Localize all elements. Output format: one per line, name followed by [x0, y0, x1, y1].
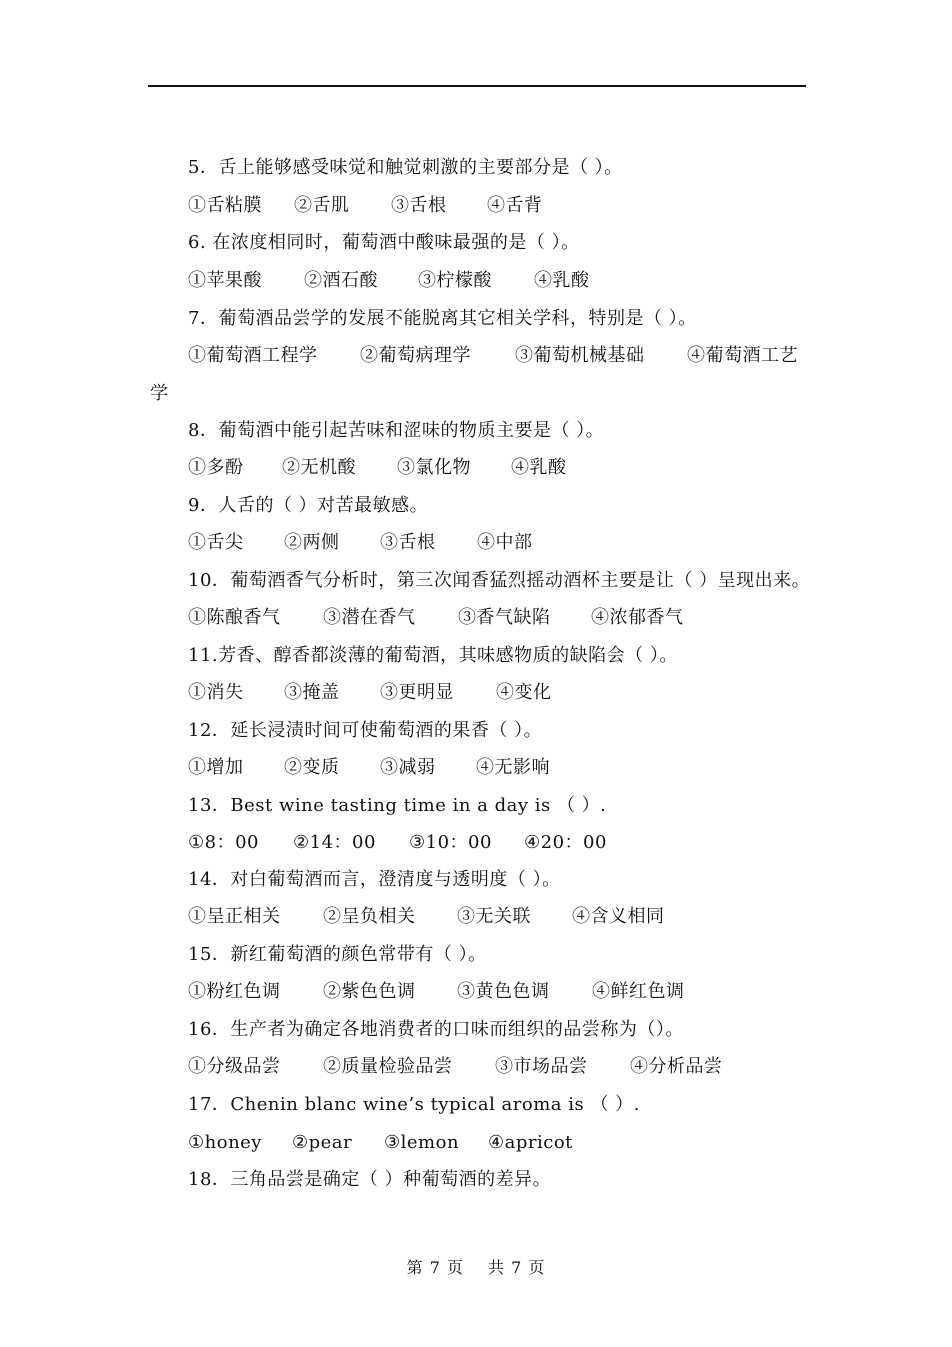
option: ③葡萄机械基础 — [515, 345, 645, 366]
option: ③lemon — [384, 1132, 460, 1153]
option: ④浓郁香气 — [591, 607, 684, 628]
question-8-stem: 8．葡萄酒中能引起苦味和涩味的物质主要是（ ）。 — [188, 420, 605, 441]
question-5-stem: 5．舌上能够感受味觉和触觉刺激的主要部分是（ ）。 — [188, 157, 623, 178]
option: ②呈负相关 — [323, 906, 416, 927]
question-14-options — [188, 906, 665, 928]
question-11-stem: 11.芳香、醇香都淡薄的葡萄酒，其味感物质的缺陷会（ ）。 — [188, 645, 678, 666]
option: ④乳酸 — [534, 270, 590, 291]
question-7-options — [188, 345, 798, 367]
question-9-options — [188, 532, 533, 554]
question-9-stem: 9．人舌的（ ）对苦最敏感。 — [188, 495, 429, 516]
option: ④舌背 — [487, 195, 543, 216]
option: ④变化 — [496, 682, 552, 703]
option: ①粉红色调 — [188, 981, 281, 1002]
question-18-stem: 18．三角品尝是确定（ ）种葡萄酒的差异。 — [188, 1169, 552, 1190]
question-6-options — [188, 270, 590, 292]
page-number: 第 7 页 — [406, 1258, 464, 1277]
option: ①分级品尝 — [188, 1056, 281, 1077]
option: ③市场品尝 — [495, 1056, 588, 1077]
page-footer — [0, 1258, 952, 1278]
option: ③香气缺陷 — [458, 607, 551, 628]
question-16-options — [188, 1056, 723, 1078]
option: ③减弱 — [380, 757, 436, 778]
question-15-options — [188, 981, 685, 1003]
question-17-options — [188, 1132, 573, 1154]
option: ③更明显 — [380, 682, 454, 703]
option: ④apricot — [488, 1132, 573, 1153]
option: ③柠檬酸 — [418, 270, 492, 291]
question-10-stem: 10．葡萄酒香气分析时，第三次闻香猛烈摇动酒杯主要是让（ ）呈现出来。 — [188, 570, 811, 591]
question-14-stem: 14．对白葡萄酒而言，澄清度与透明度（ ）。 — [188, 869, 561, 890]
question-16-stem: 16．生产者为确定各地消费者的口味而组织的品尝称为（）。 — [188, 1019, 684, 1040]
option: ③无关联 — [457, 906, 531, 927]
option: ③舌根 — [380, 532, 436, 553]
option: ②无机酸 — [282, 457, 356, 478]
option: ②紫色色调 — [323, 981, 416, 1002]
option: ③掩盖 — [284, 682, 340, 703]
option: ④含义相同 — [572, 906, 665, 927]
question-5-options — [188, 195, 543, 217]
option: ④20：00 — [524, 832, 607, 853]
option: ②两侧 — [284, 532, 340, 553]
option: ③潜在香气 — [323, 607, 416, 628]
option: ②葡萄病理学 — [360, 345, 471, 366]
option: ①多酚 — [188, 457, 244, 478]
option: ②质量检验品尝 — [323, 1056, 453, 1077]
question-12-stem: 12．延长浸渍时间可使葡萄酒的果香（ ）。 — [188, 720, 543, 741]
question-10-options — [188, 607, 684, 629]
option: ③舌根 — [391, 195, 447, 216]
question-6-stem: 6. 在浓度相同时，葡萄酒中酸味最强的是（ ）。 — [188, 232, 580, 253]
option: ①消失 — [188, 682, 244, 703]
option: ①舌粘膜 — [188, 195, 262, 216]
option: ④中部 — [477, 532, 533, 553]
question-12-options — [188, 757, 550, 779]
option: ②舌肌 — [294, 195, 350, 216]
option: ④葡萄酒工艺 — [687, 345, 798, 366]
option: ②pear — [292, 1132, 353, 1153]
question-7-stem: 7．葡萄酒品尝学的发展不能脱离其它相关学科，特别是（ ）。 — [188, 308, 697, 329]
option: ③10：00 — [409, 832, 492, 853]
option: ④乳酸 — [511, 457, 567, 478]
option: ②变质 — [284, 757, 340, 778]
option: ①苹果酸 — [188, 270, 262, 291]
option: ④分析品尝 — [630, 1056, 723, 1077]
option: ②酒石酸 — [304, 270, 378, 291]
option: ①8：00 — [188, 832, 259, 853]
question-8-options — [188, 457, 567, 479]
option: ④鲜红色调 — [592, 981, 685, 1002]
question-13-stem: 13．Best wine tasting time in a day is （ ）. — [188, 795, 607, 816]
question-13-options — [188, 832, 607, 854]
option: ③氯化物 — [397, 457, 471, 478]
header-rule — [148, 85, 806, 87]
page-total: 共 7 页 — [488, 1258, 546, 1277]
question-7-wrap: 学 — [150, 383, 169, 404]
option: ①陈酿香气 — [188, 607, 281, 628]
option: ②14：00 — [293, 832, 376, 853]
option: ①honey — [188, 1132, 262, 1153]
question-11-options — [188, 682, 552, 704]
option: ①增加 — [188, 757, 244, 778]
option: ①呈正相关 — [188, 906, 281, 927]
option: ③黄色色调 — [457, 981, 550, 1002]
option: ①舌尖 — [188, 532, 244, 553]
question-15-stem: 15．新红葡萄酒的颜色常带有（ ）。 — [188, 944, 487, 965]
option: ①葡萄酒工程学 — [188, 345, 318, 366]
question-17-stem: 17．Chenin blanc wine’s typical aroma is （ ）. — [188, 1094, 640, 1115]
option: ④无影响 — [476, 757, 550, 778]
